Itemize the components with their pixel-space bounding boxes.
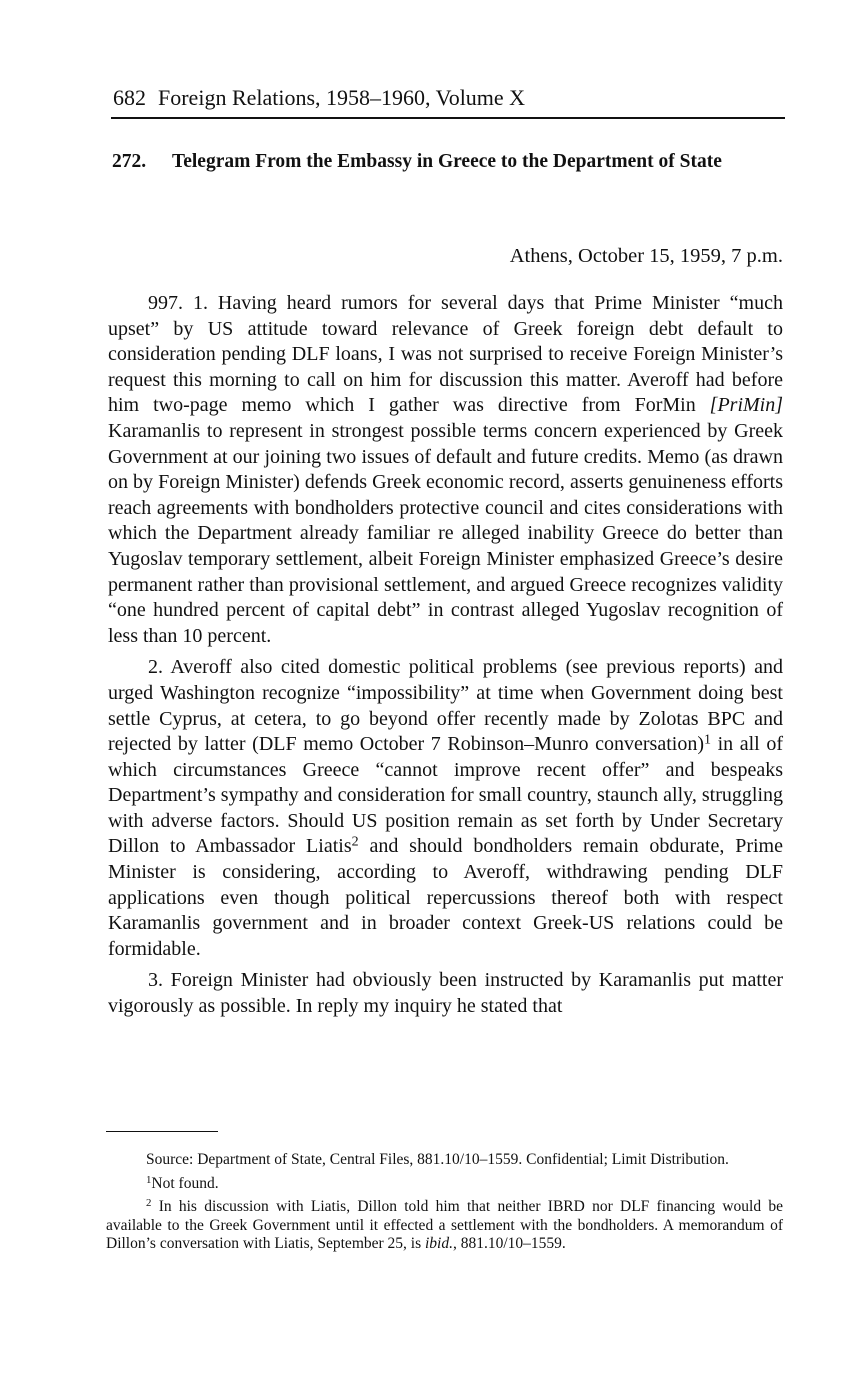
document-heading bbox=[112, 150, 784, 174]
footnote-ref-2: 2 bbox=[351, 835, 359, 851]
footnote-1-marker: 1 bbox=[146, 1173, 152, 1186]
paragraph-1-italic: [PriMin] bbox=[709, 394, 783, 417]
paragraph-3: 3. Foreign Minister had obviously been instructed by Karamanlis put matter vigorously as possible. In reply my inquiry he stated that bbox=[108, 969, 783, 1018]
footnote-2-text-a: In his discussion with Liatis, Dillon told him that neither IBRD nor DLF financing would be available to the Greek Government until it effected a settlement with the bondholders. A memorandum of Dillon’s conversation with Liatis, September 25, is bbox=[106, 1198, 783, 1252]
footnote-ref-1: 1 bbox=[703, 732, 711, 748]
paragraph-2-text-c: and should bondholders remain obdurate, Prime Minister is considering, according to Averoff, withdrawing pending DLF applications even though political repercussions thereof both with respect Karamanlis government and in broader context Greek-US relations could be formidable. bbox=[108, 835, 783, 960]
footnotes bbox=[106, 1151, 783, 1259]
paragraph-2 bbox=[108, 655, 783, 962]
paragraph-2-text-a: 2. Averoff also cited domestic political problems (see previous reports) and urged Washington recognize “impossibility” at time when Government doing best settle Cyprus, at cetera, to go beyond offer recently made by Zolotas BPC and rejected by latter (DLF memo October 7 Robinson–Munro conversation) bbox=[108, 656, 783, 756]
paragraph-1-text-a: 997. 1. Having heard rumors for several days that Prime Minister “much upset” by US attitude toward relevance of Greek foreign debt default to consideration pending DLF loans, I was not surprised to receive Foreign Minister’s request this morning to call on him for discussion this matter. Averoff had before him two-page memo which I gather was directive from ForMin bbox=[108, 292, 783, 417]
header-rule bbox=[111, 117, 785, 119]
paragraph-2-text-b: in all of which circumstances Greece “cannot improve recent offer” and bespeaks Department’s sympathy and consideration for small country, staunch ally, struggling with adverse factors. Should US position remain as set forth by Under Secretary Dillon to Ambassador Liatis bbox=[108, 733, 783, 858]
footnote-rule bbox=[106, 1131, 218, 1132]
running-head bbox=[113, 84, 785, 112]
running-title: Foreign Relations, 1958–1960, Volume X bbox=[158, 85, 526, 110]
source-note: Source: Department of State, Central Files, 881.10/10–1559. Confidential; Limit Distribution. bbox=[146, 1151, 729, 1168]
footnote-1 bbox=[106, 1175, 783, 1194]
footnote-2-marker: 2 bbox=[146, 1197, 152, 1210]
document-number: 272. bbox=[112, 151, 147, 172]
dateline: Athens, October 15, 1959, 7 p.m. bbox=[509, 245, 783, 267]
footnote-1-text: Not found. bbox=[151, 1174, 219, 1192]
footnote-2-text-b: , 881.10/10–1559. bbox=[453, 1235, 566, 1252]
telegram-body bbox=[108, 291, 783, 1026]
page-number: 682 bbox=[113, 85, 146, 110]
document-title: Telegram From the Embassy in Greece to the Department of State bbox=[172, 151, 722, 172]
footnote-2 bbox=[106, 1198, 783, 1254]
paragraph-1-text-b: Karamanlis to represent in strongest possible terms concern experienced by Greek Government at our joining two issues of default and future credits. Memo (as drawn on by Foreign Minister) defends Greek economic record, asserts genuineness efforts reach agreements with bondholders protective council and cites considerations with which the Department already familiar re alleged inability Greece do better than Yugoslav temporary settlement, albeit Foreign Minister emphasized Greece’s desire permanent rather than provisional settlement, and argued Greece recognizes validity “one hundred percent of capital debt” in contrast alleged Yugoslav recognition of less than 10 percent. bbox=[108, 419, 783, 647]
footnote-2-italic: ibid. bbox=[425, 1235, 453, 1252]
paragraph-1 bbox=[108, 291, 783, 649]
